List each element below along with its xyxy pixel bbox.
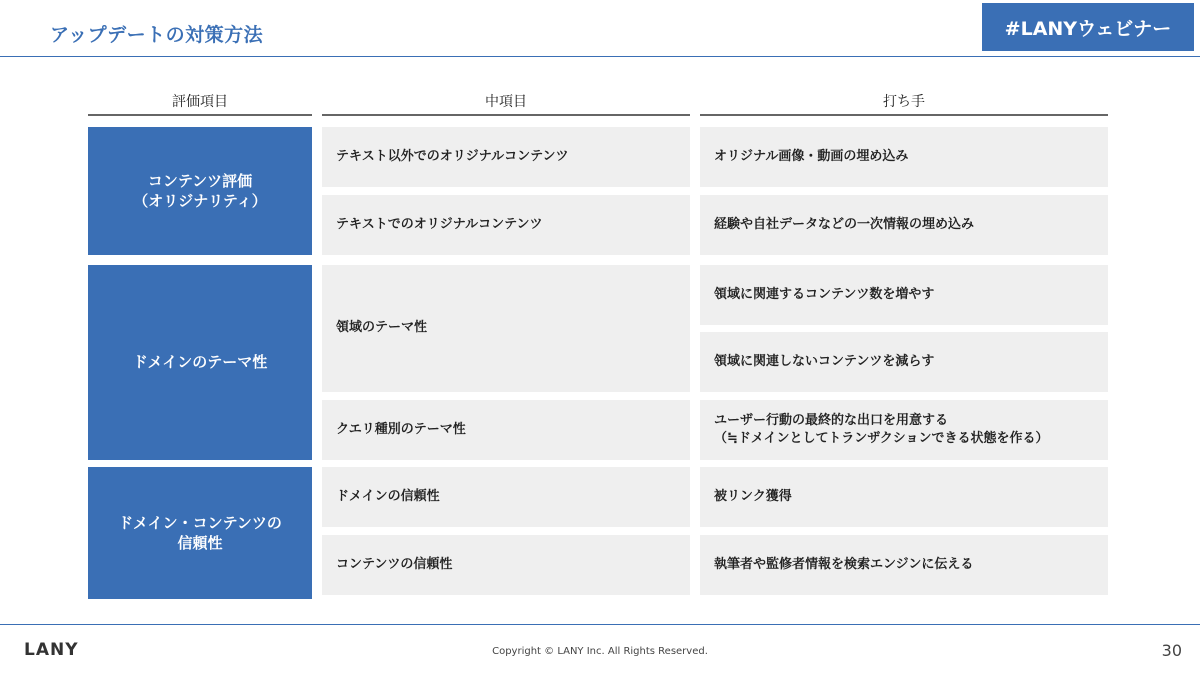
action-prepare-exit: ユーザー行動の最終的な出口を用意する （≒ドメインとしてトランザクションできる状態を作る） bbox=[700, 400, 1108, 460]
sub-item-content-trust: コンテンツの信頼性 bbox=[322, 535, 690, 595]
sub-item-domain-theme: 領域のテーマ性 bbox=[322, 265, 690, 392]
category-domain-theme: ドメインのテーマ性 bbox=[88, 265, 312, 460]
sub-item-domain-trust: ドメインの信頼性 bbox=[322, 467, 690, 527]
category-trust: ドメイン・コンテンツの 信頼性 bbox=[88, 467, 312, 599]
sub-item-query-theme: クエリ種別のテーマ性 bbox=[322, 400, 690, 460]
action-embed-original-media: オリジナル画像・動画の埋め込み bbox=[700, 127, 1108, 187]
company-logo: LANY bbox=[24, 640, 79, 660]
column-header-evaluation: 評価項目 bbox=[88, 88, 312, 116]
sub-item-text-original: テキストでのオリジナルコンテンツ bbox=[322, 195, 690, 255]
action-reduce-unrelated-content: 領域に関連しないコンテンツを減らす bbox=[700, 332, 1108, 392]
webinar-badge: #LANYウェビナー bbox=[982, 3, 1194, 51]
action-increase-related-content: 領域に関連するコンテンツ数を増やす bbox=[700, 265, 1108, 325]
action-backlinks: 被リンク獲得 bbox=[700, 467, 1108, 527]
page-number: 30 bbox=[1161, 641, 1182, 660]
action-embed-primary-info: 経験や自社データなどの一次情報の埋め込み bbox=[700, 195, 1108, 255]
sub-item-non-text-original: テキスト以外でのオリジナルコンテンツ bbox=[322, 127, 690, 187]
category-content-evaluation: コンテンツ評価 （オリジナリティ） bbox=[88, 127, 312, 255]
slide-title: アップデートの対策方法 bbox=[50, 24, 264, 46]
action-author-info: 執筆者や監修者情報を検索エンジンに伝える bbox=[700, 535, 1108, 595]
header-divider bbox=[0, 56, 1200, 57]
copyright-text: Copyright © LANY Inc. All Rights Reserved. bbox=[492, 646, 708, 657]
column-header-sub-item: 中項目 bbox=[322, 88, 690, 116]
footer-divider bbox=[0, 624, 1200, 625]
column-header-action: 打ち手 bbox=[700, 88, 1108, 116]
